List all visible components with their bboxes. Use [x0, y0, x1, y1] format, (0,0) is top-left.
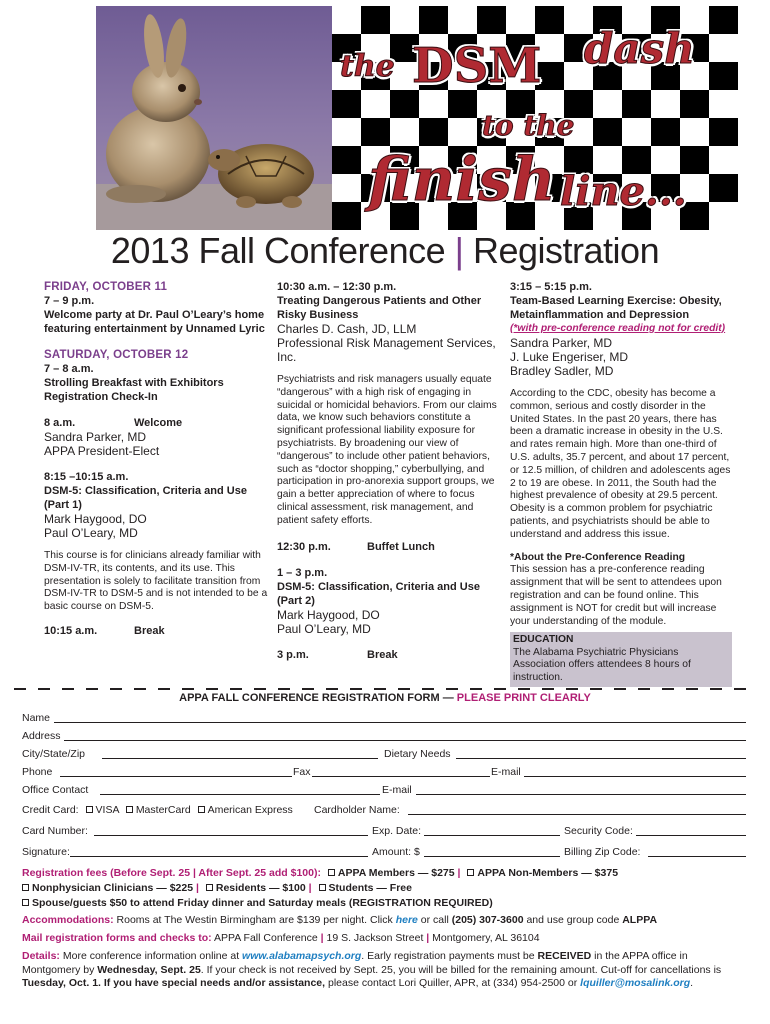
- nonmembers-fee: APPA Non-Members — $375: [477, 867, 619, 879]
- address-field[interactable]: [64, 740, 746, 741]
- signature-label: Signature:: [22, 846, 70, 858]
- details-label: Details:: [22, 950, 60, 962]
- lunch-title: Buffet Lunch: [367, 540, 435, 553]
- office-email-label: E-mail: [382, 784, 412, 796]
- banner-the: the: [340, 49, 395, 84]
- preconference-note: (*with pre-conference reading not for credit): [510, 323, 726, 334]
- obesity-session-time: 3:15 – 5:15 p.m.: [510, 281, 592, 293]
- welcome-role: APPA President-Elect: [44, 444, 160, 458]
- accommodations-text-1: Rooms at The Westin Birmingham are $139 per night. Click: [116, 914, 393, 926]
- exp-date-field[interactable]: [424, 835, 560, 836]
- about-reading-title: *About the Pre-Conference Reading: [510, 551, 686, 563]
- city-field[interactable]: [102, 758, 378, 759]
- exp-date-label: Exp. Date:: [372, 825, 422, 837]
- page-title: [0, 230, 770, 272]
- details-text-3: in the APPA office in Montgomery by: [22, 950, 688, 976]
- risk-session-description: Psychiatrists and risk managers usually equate “dangerous” with a high risk of engaging in suicidal or homicidal behaviors. From our claims data, we know such behaviors constitute a significant professional liability exposure for psychiatrists. By broadening our view of “dangerous” to include other patient behaviors, such as “doctor shopping,” cyberbullying, and participation in pro-anorexia support groups, we gain a better appreciation of where to focus clinical assessment, risk management, and patient safety efforts.: [277, 374, 497, 526]
- dsm2-speaker-2: Paul O’Leary, MD: [277, 621, 371, 636]
- schedule-column-2: [277, 280, 499, 662]
- nonphysician-checkbox[interactable]: [22, 884, 29, 891]
- form-title-highlight: PLEASE PRINT CLEARLY: [456, 692, 591, 704]
- office-contact-field[interactable]: [100, 794, 380, 795]
- students-checkbox[interactable]: [319, 884, 326, 891]
- credit-card-label: Credit Card:: [22, 804, 79, 816]
- amount-label: Amount: $: [372, 846, 420, 858]
- break-title-1: Break: [134, 624, 165, 637]
- students-fee: Students — Free: [328, 882, 412, 894]
- banner-dsm: DSM: [412, 38, 542, 94]
- email-label: E-mail: [491, 766, 521, 778]
- accommodations-code: ALPPA: [622, 914, 658, 926]
- title-right: Registration: [473, 230, 660, 271]
- schedule-column-1: [44, 280, 268, 638]
- details-date: Wednesday, Sept. 25: [97, 963, 201, 976]
- cut-line: [14, 688, 758, 690]
- dsm2-time: 1 – 3 p.m.: [277, 566, 328, 579]
- card-number-label: Card Number:: [22, 825, 88, 837]
- obesity-speaker-1: Sandra Parker, MD: [510, 336, 613, 350]
- phone-field[interactable]: [60, 776, 292, 777]
- accommodations-row: [22, 914, 657, 927]
- details-received: RECEIVED: [537, 950, 592, 962]
- spouse-checkbox[interactable]: [22, 899, 29, 906]
- lunch-row: [277, 540, 499, 554]
- website-link[interactable]: www.alabamapsych.org: [242, 950, 362, 962]
- title-separator: |: [454, 230, 464, 271]
- amex-checkbox[interactable]: [198, 806, 205, 813]
- accommodations-phone: (205) 307-3600: [451, 914, 524, 926]
- details-cutoff: Tuesday, Oct. 1. If you have special needs and/or assistance,: [22, 977, 326, 989]
- friday-label: FRIDAY, OCTOBER 11: [44, 281, 168, 293]
- accommodations-text-3: and use group code: [526, 914, 620, 926]
- accommodations-label: Accommodations:: [22, 914, 114, 926]
- phone-label: Phone: [22, 766, 53, 778]
- risk-speaker-name: Charles D. Cash, JD, LLM: [277, 322, 417, 336]
- break-title-2: Break: [367, 648, 398, 661]
- details-paragraph: [22, 950, 748, 991]
- form-heading: [0, 692, 770, 704]
- sat-breakfast-time: 7 – 8 a.m.: [44, 363, 94, 375]
- risk-speaker-org: Professional Risk Management Services, Inc.: [277, 336, 496, 364]
- saturday-label: SATURDAY, OCTOBER 12: [44, 349, 189, 361]
- banner-dash: dash: [584, 24, 695, 73]
- details-end: .: [690, 977, 694, 989]
- education-box: [510, 632, 732, 687]
- members-fee: APPA Members — $275: [337, 867, 455, 879]
- friday-time: 7 – 9 p.m.: [44, 295, 95, 307]
- break-row-1: [44, 624, 268, 638]
- fax-label: Fax: [293, 766, 311, 778]
- obesity-session-description: According to the CDC, obesity has become a common, serious and costly disorder in the United States. In the past 20 years, there has been a dramatic increase in obesity in the U.S. and rates remain high. More than one-third of U.S. adults, 35.7 percent, and about 17 percent, or 12.5 million, of children and adolescents ages 2 to 19 are obese. In 2011, the South had the highest prevalence of obesity at 29.5 percent. Obesity is a common problem for psychiatric patients, and psychiatrists should be able to understand and address this issue.: [510, 388, 731, 540]
- mail-row: Mail registration forms and checks to: APPA Fall Conference | 19 S. Jackson Street | Montgomery, AL 36104: [22, 932, 540, 944]
- visa-label: VISA: [95, 804, 119, 816]
- break-time-2: 3 p.m.: [277, 648, 309, 661]
- banner-to-the: to the: [482, 109, 575, 142]
- dsm2-speaker-1: Mark Haygood, DO: [277, 607, 380, 622]
- rabbit-tortoise-illustration: [96, 6, 332, 230]
- mastercard-checkbox[interactable]: [126, 806, 133, 813]
- welcome-row: [44, 416, 268, 430]
- cardholder-label: Cardholder Name:: [314, 804, 400, 816]
- dsm2-title: DSM-5: Classification, Criteria and Use (Part 2): [277, 580, 480, 607]
- address-label: Address: [22, 730, 61, 742]
- obesity-session-title: Team-Based Learning Exercise: Obesity, Metainflammation and Depression: [510, 295, 722, 321]
- billing-zip-label: Billing Zip Code:: [564, 846, 641, 858]
- obesity-speaker-3: Bradley Sadler, MD: [510, 364, 614, 378]
- office-contact-label: Office Contact: [22, 784, 89, 796]
- details-text-2: . Early registration payments must be: [361, 950, 535, 962]
- rabbit-tortoise-photo: [96, 6, 332, 230]
- mail-text-3: Montgomery, AL 36104: [432, 932, 540, 944]
- education-description: The Alabama Psychiatric Physicians Association offers attendees 8 hours of instruction.: [513, 646, 691, 683]
- dietary-label: Dietary Needs: [384, 748, 451, 760]
- welcome-speaker: Sandra Parker, MD: [44, 430, 147, 444]
- accommodations-here-link[interactable]: here: [395, 914, 418, 926]
- fax-field[interactable]: [312, 776, 490, 777]
- lunch-time: 12:30 p.m.: [277, 540, 331, 553]
- mail-text-1: APPA Fall Conference: [213, 932, 318, 944]
- risk-session-time: 10:30 a.m. – 12:30 p.m.: [277, 281, 397, 293]
- sat-breakfast-event: Strolling Breakfast with Exhibitors Registration Check-In: [44, 377, 224, 403]
- dsm1-description: This course is for clinicians already familiar with DSM-IV-TR, its contents, and its use. This presentation is solely to facilitate transition from DSM-IV-TR to DSM-5 and is not intended to be a basic course on DSM-5.: [44, 550, 268, 613]
- friday-event: Welcome party at Dr. Paul O’Leary’s home featuring entertainment by Unnamed Lyric: [44, 309, 265, 335]
- mail-label: Mail registration forms and checks to:: [22, 932, 212, 944]
- break-row-2: [277, 648, 499, 662]
- banner-finish: finish: [368, 145, 556, 215]
- obesity-speaker-2: J. Luke Engeriser, MD: [510, 350, 629, 364]
- fees-lead: Registration fees (Before Sept. 25 | After Sept. 25 add $100):: [22, 867, 321, 879]
- name-label: Name: [22, 712, 51, 724]
- card-number-field[interactable]: [94, 835, 368, 836]
- education-title: EDUCATION: [513, 634, 574, 646]
- fees-row-1: Registration fees (Before Sept. 25 | After Sept. 25 add $100): APPA Members — $275 | APPA Non-Members — $375: [22, 867, 619, 879]
- form-title: APPA FALL CONFERENCE REGISTRATION FORM —: [179, 692, 454, 704]
- title-left: 2013 Fall Conference: [110, 230, 446, 271]
- dsm1-speaker-1: Mark Haygood, DO: [44, 512, 147, 526]
- mastercard-label: MasterCard: [135, 804, 191, 816]
- spouse-fee: Spouse/guests $50 to attend Friday dinner and Saturday meals (REGISTRATION REQUIRED): [32, 897, 493, 909]
- break-time-1: 10:15 a.m.: [44, 624, 98, 637]
- dsm1-speaker-2: Paul O’Leary, MD: [44, 526, 138, 540]
- email-field[interactable]: [524, 776, 746, 777]
- security-code-field[interactable]: [636, 835, 746, 836]
- fees-row-3: [22, 897, 493, 910]
- risk-session-title: Treating Dangerous Patients and Other Risky Business: [277, 295, 482, 321]
- security-code-label: Security Code:: [564, 825, 633, 837]
- amount-field[interactable]: [424, 856, 560, 857]
- schedule-column-3: [510, 280, 732, 687]
- amex-label: American Express: [207, 804, 293, 816]
- about-reading-description: This session has a pre-conference reading assignment that will be sent to attendees upon registration and can be found online. This assignment is NOT for credit but will increase your understanding of the module.: [510, 564, 722, 627]
- name-field[interactable]: [54, 722, 746, 723]
- city-label: City/State/Zip: [22, 748, 86, 760]
- details-text-1: More conference information online at: [62, 950, 240, 962]
- welcome-time: 8 a.m.: [44, 417, 76, 429]
- dsm1-title: DSM-5: Classification, Criteria and Use (Part 1): [44, 485, 247, 511]
- contact-email-link[interactable]: lquiller@mosalink.org: [580, 977, 691, 989]
- nonmembers-checkbox[interactable]: [467, 869, 474, 876]
- accommodations-text-2: or call: [420, 914, 449, 926]
- billing-zip-field[interactable]: [648, 856, 746, 857]
- nonphysician-fee: Nonphysician Clinicians — $225: [32, 882, 194, 894]
- welcome-title: Welcome: [134, 417, 183, 429]
- signature-field[interactable]: [70, 856, 368, 857]
- details-text-4: . If your check is not received by Sept. 25, you will be billed for the remaining amount. Cut-off for cancellations is: [200, 963, 722, 976]
- members-checkbox[interactable]: [328, 869, 335, 876]
- dietary-field[interactable]: [456, 758, 746, 759]
- fees-row-2: Nonphysician Clinicians — $225 | Residents — $100 | Students — Free: [22, 882, 412, 895]
- residents-fee: Residents — $100: [215, 882, 306, 894]
- banner-line: line...: [560, 168, 687, 215]
- details-text-5: please contact Lori Quiller, APR, at (334) 954-2500 or: [328, 977, 578, 989]
- visa-checkbox[interactable]: [86, 806, 93, 813]
- mail-text-2: 19 S. Jackson Street: [326, 932, 424, 944]
- credit-card-row: [22, 804, 293, 817]
- dsm1-time: 8:15 –10:15 a.m.: [44, 471, 129, 483]
- office-email-field[interactable]: [416, 794, 746, 795]
- residents-checkbox[interactable]: [206, 884, 213, 891]
- cardholder-field[interactable]: [408, 814, 746, 815]
